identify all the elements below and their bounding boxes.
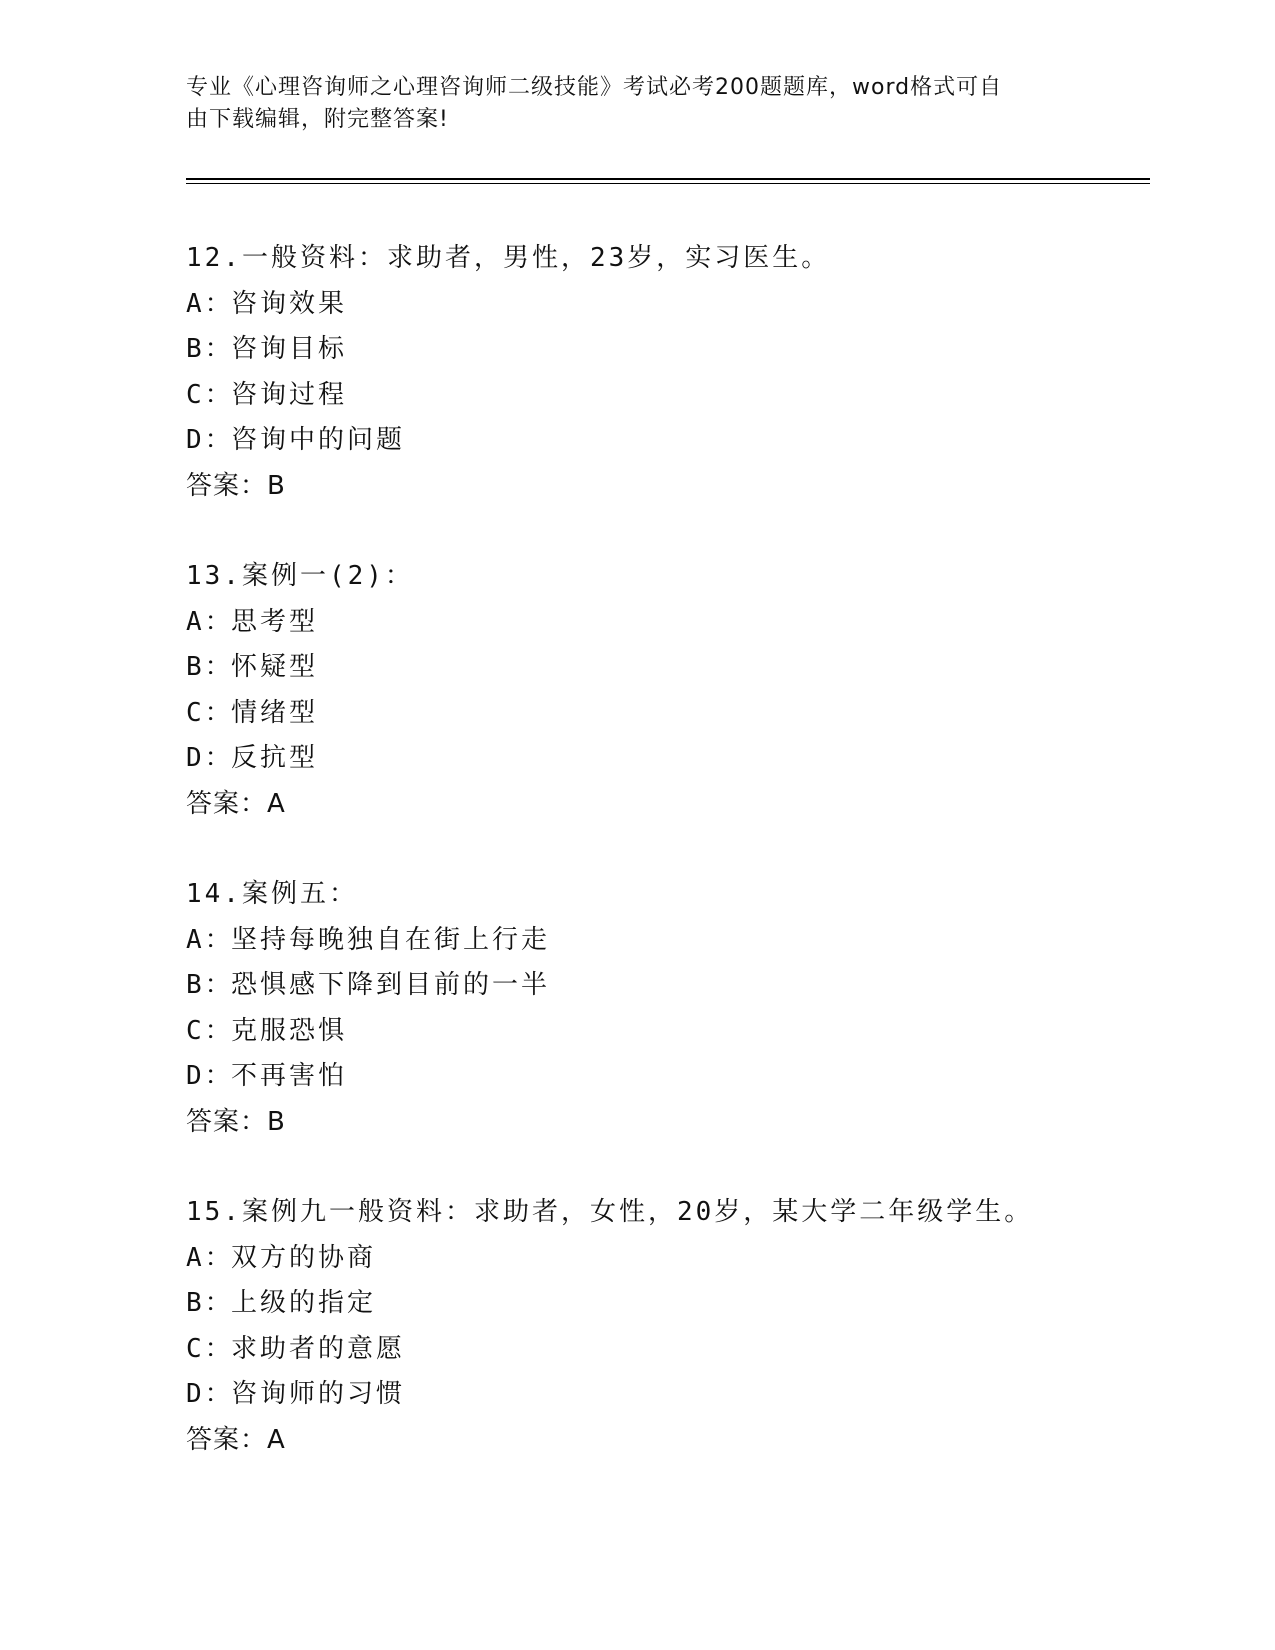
option-key: C：: [186, 697, 234, 728]
option-text: 咨询中的问题: [231, 425, 406, 455]
option-text: 求助者的意愿: [231, 1333, 406, 1364]
option-text: 怀疑型: [231, 652, 319, 682]
option-b: [186, 963, 1146, 1009]
question-13: [186, 554, 1146, 827]
option-text: 思考型: [231, 606, 319, 637]
option-key: C：: [186, 1333, 234, 1364]
option-b: [186, 1281, 1146, 1327]
option-key: A：: [186, 924, 234, 955]
option-c: [186, 1327, 1146, 1373]
option-d: [186, 418, 1146, 464]
question-15: [186, 1190, 1146, 1463]
option-text: 咨询效果: [231, 288, 348, 319]
answer-line: 答案：A: [186, 1424, 286, 1455]
option-d: [186, 1054, 1146, 1100]
option-a: [186, 282, 1146, 328]
option-key: B：: [186, 970, 234, 1000]
option-key: B：: [186, 1288, 234, 1318]
option-a: [186, 600, 1146, 646]
option-key: C：: [186, 1015, 234, 1046]
option-key: D：: [186, 1379, 234, 1409]
option-text: 不再害怕: [231, 1061, 348, 1091]
header-line-1: 专业《心理咨询师之心理咨询师二级技能》考试必考200题题库，word格式可自: [186, 75, 1003, 100]
question-14: [186, 872, 1146, 1145]
question-12: [186, 236, 1146, 509]
question-stem: 12.一般资料：求助者，男性，23岁，实习医生。: [186, 243, 831, 273]
option-text: 上级的指定: [231, 1288, 377, 1318]
answer-line: 答案：B: [186, 1106, 286, 1137]
option-key: B：: [186, 652, 234, 682]
question-stem: 13.案例一(2)：: [186, 561, 414, 591]
option-text: 双方的协商: [231, 1242, 377, 1273]
option-key: D：: [186, 1061, 234, 1091]
option-c: [186, 691, 1146, 737]
option-a: [186, 1236, 1146, 1282]
answer-line: 答案：A: [186, 788, 286, 819]
question-stem: 15.案例九一般资料：求助者，女性，20岁，某大学二年级学生。: [186, 1197, 1034, 1227]
option-key: B：: [186, 334, 234, 364]
option-text: 咨询目标: [231, 334, 348, 364]
option-text: 坚持每晚独自在街上行走: [231, 924, 551, 955]
option-text: 咨询过程: [231, 379, 348, 410]
option-key: A：: [186, 1242, 234, 1273]
option-key: D：: [186, 425, 234, 455]
document-header: [186, 72, 1086, 136]
header-line-2: 由下载编辑，附完整答案!: [186, 107, 449, 132]
option-text: 情绪型: [231, 697, 319, 728]
option-text: 恐惧感下降到目前的一半: [231, 970, 551, 1000]
header-divider: [186, 178, 1150, 184]
question-stem: 14.案例五：: [186, 879, 358, 909]
option-text: 反抗型: [231, 743, 319, 773]
option-b: [186, 645, 1146, 691]
option-c: [186, 1009, 1146, 1055]
answer-line: 答案：B: [186, 470, 286, 501]
option-key: D：: [186, 743, 234, 773]
option-c: [186, 373, 1146, 419]
option-d: [186, 736, 1146, 782]
option-d: [186, 1372, 1146, 1418]
option-a: [186, 918, 1146, 964]
option-key: A：: [186, 288, 234, 319]
question-list: [186, 236, 1146, 1508]
option-text: 咨询师的习惯: [231, 1379, 406, 1409]
option-key: C：: [186, 379, 234, 410]
option-text: 克服恐惧: [231, 1015, 348, 1046]
option-b: [186, 327, 1146, 373]
option-key: A：: [186, 606, 234, 637]
